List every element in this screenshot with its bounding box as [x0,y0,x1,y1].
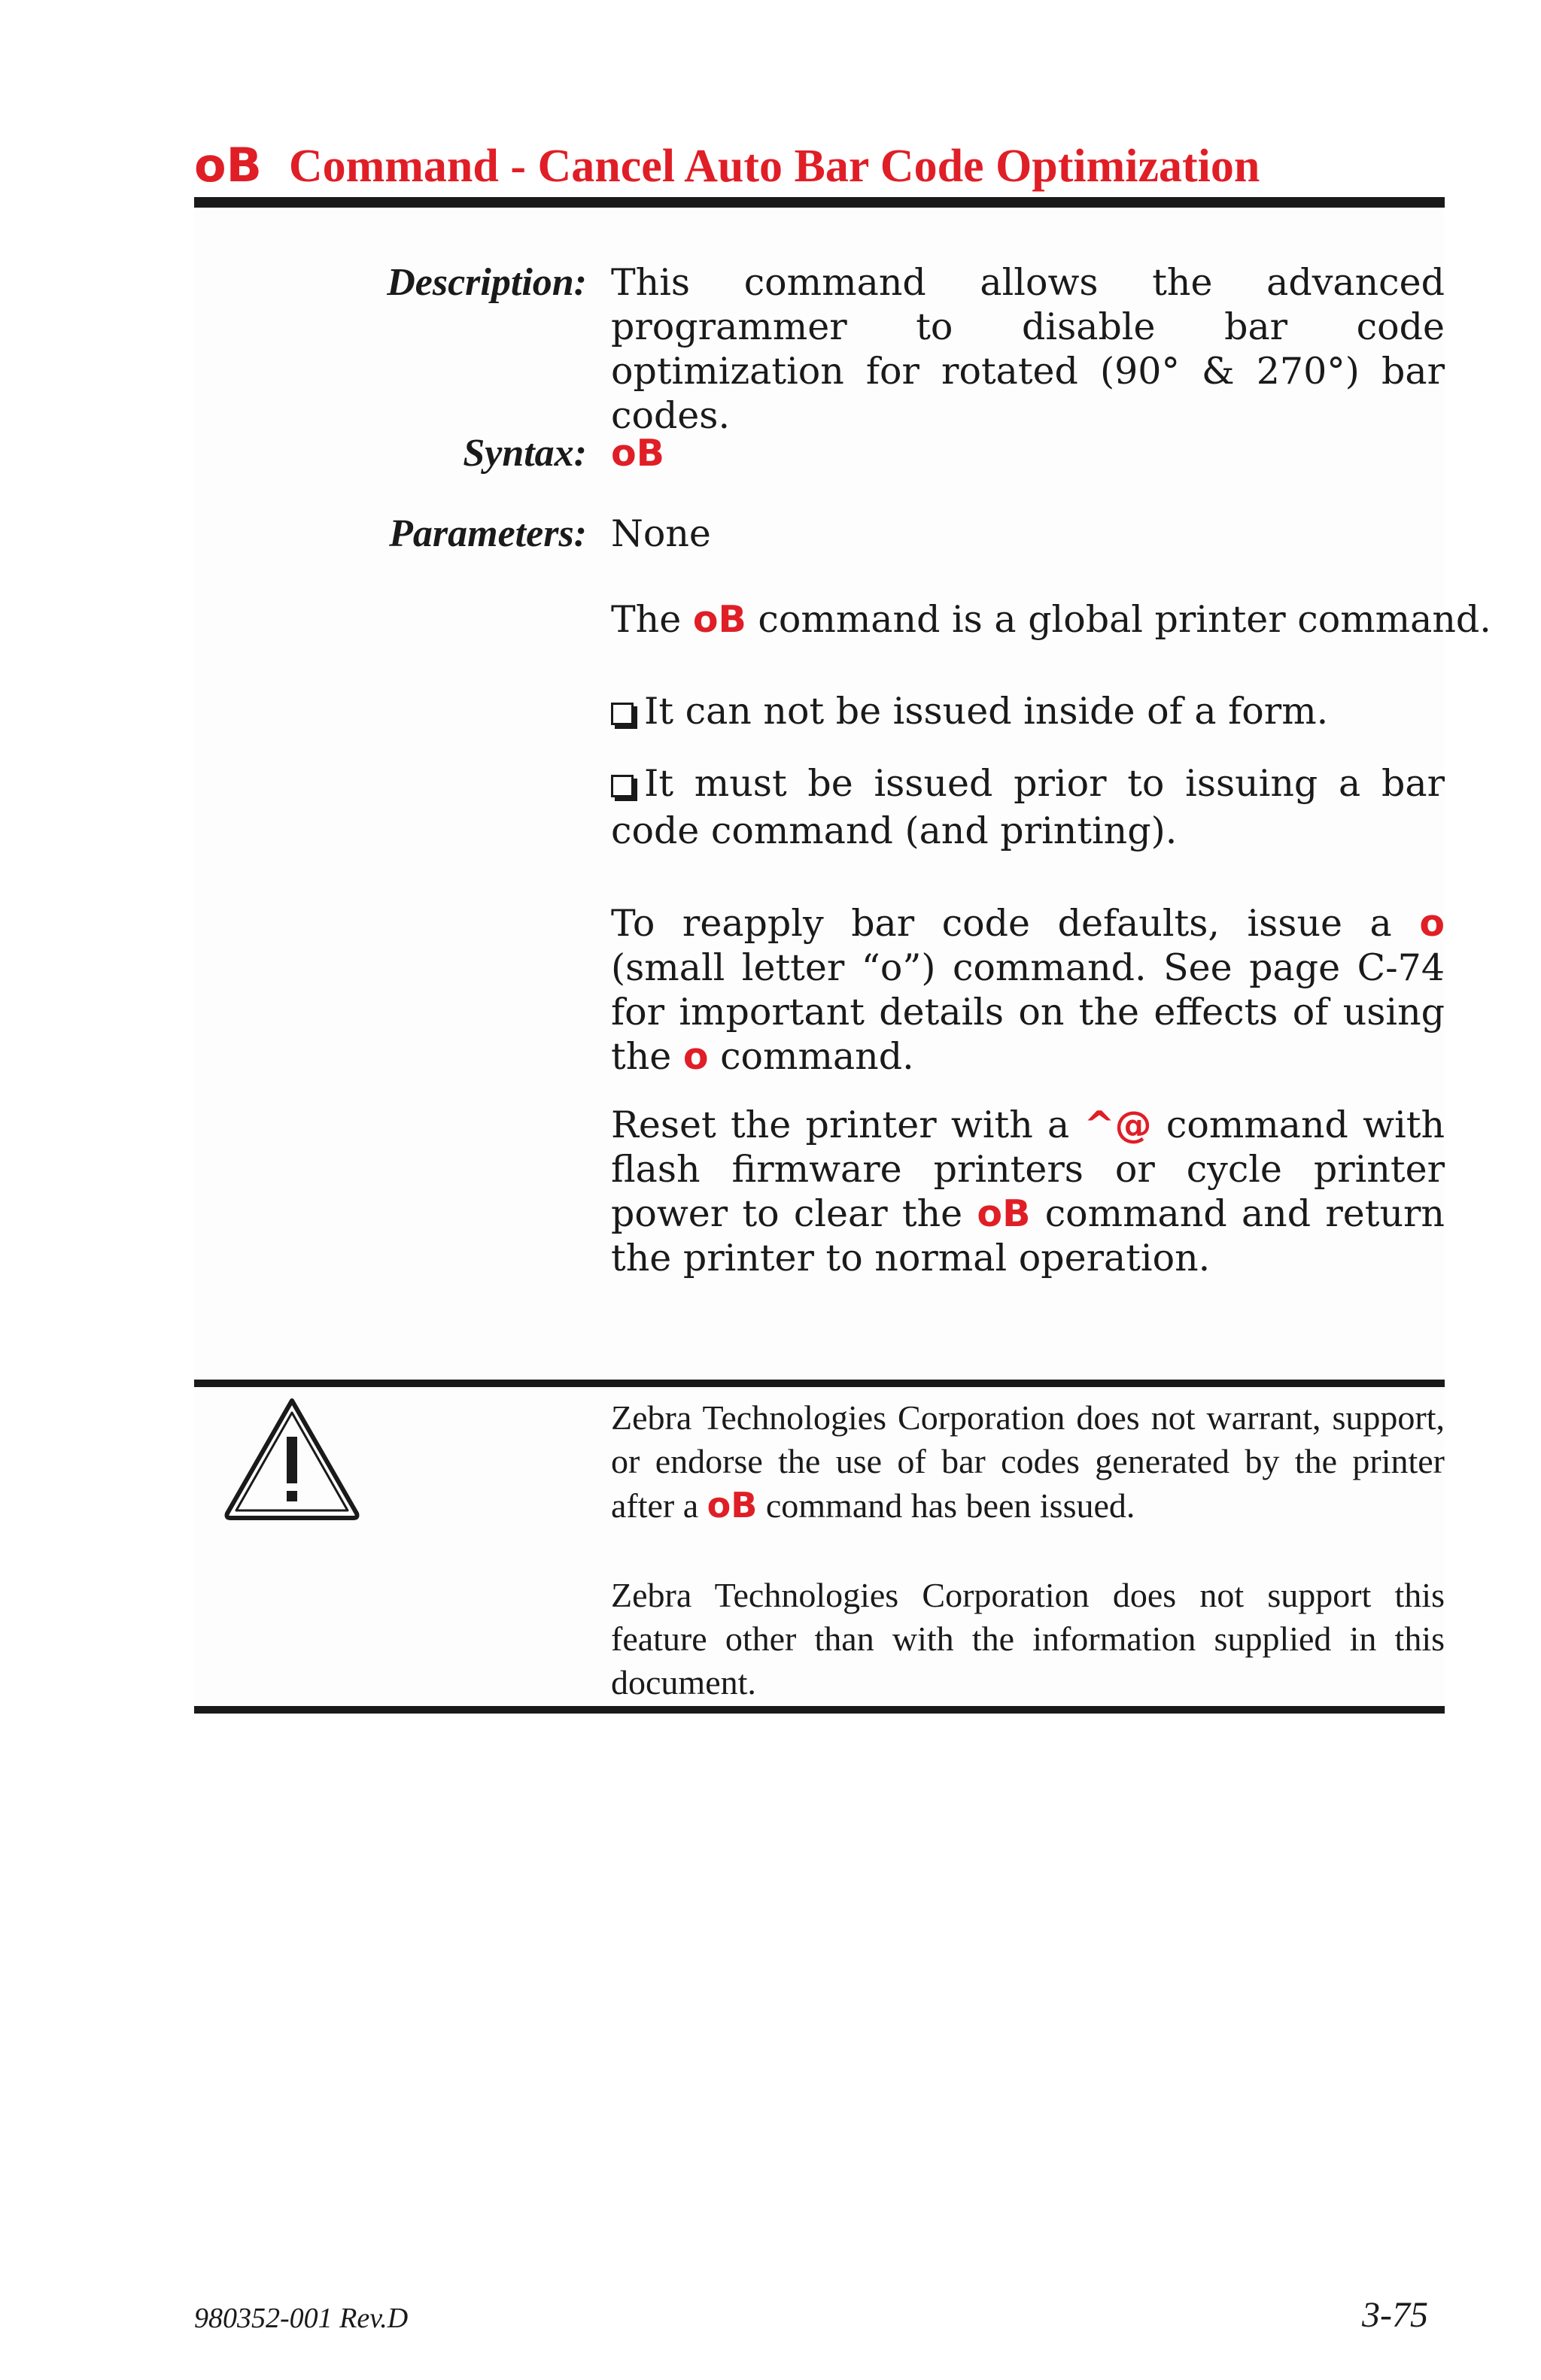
parameters-value: None [611,512,711,555]
title-text: Command - Cancel Auto Bar Code Optimization [288,141,1260,192]
warning-paragraph-2: Zebra Technologies Corporation does not support this feature other than with the information supplied in this document. [611,1576,1445,1702]
parameters-label: Parameters: [389,512,587,555]
note-command: oB [692,598,746,641]
global-command-note [611,597,1541,642]
reapply-text-3: command. [720,1035,914,1078]
checkbox-bullet-icon [611,775,634,797]
description-text: This command allows the advanced programmer to disable bar code optimization for rotated (90° & 270°) bar codes. [611,261,1445,437]
list-item [611,688,1445,735]
page-number: 3-75 [1362,2295,1428,2335]
note-pre: The [611,598,682,641]
warning-text-1: Zebra Technologies Corporation does not warrant, support, or endorse the use of bar codes generated by the printer after a [611,1398,1445,1525]
bullet-text: It can not be issued inside of a form. [644,690,1329,733]
page-title [194,135,1260,196]
syntax-value [611,431,1445,475]
document-number: 980352-001 Rev.D [194,2303,409,2334]
reapply-text-1: To reapply bar code defaults, issue a [611,902,1392,945]
reset-text-1: Reset the printer with a [611,1103,1070,1146]
checkbox-bullet-icon [611,703,634,725]
warning-triangle-icon [223,1396,361,1522]
warning-command: oB [707,1485,758,1525]
title-command: oB [194,138,262,193]
reset-command-1: ^@ [1084,1103,1152,1146]
bullet-text: It must be issued prior to issuing a bar code command (and printing). [611,762,1445,852]
list-item [611,760,1445,855]
reapply-text-2: (small letter “o”) command. See page C-74 for important details on the effects of using the [611,946,1445,1078]
reapply-command-1: o [1419,902,1445,945]
reapply-paragraph [611,901,1445,1079]
description-label: Description: [387,261,587,304]
reset-command-2: oB [977,1192,1031,1235]
reapply-command-2: o [682,1035,709,1078]
note-post: command is a global printer command. [758,598,1491,641]
reset-paragraph [611,1103,1445,1280]
syntax-command: oB [611,432,665,475]
reset-text-2: command with flash firmware printers or cycle printer power to clear the [611,1103,1445,1235]
warning-rule-bottom [194,1706,1445,1714]
syntax-label: Syntax: [463,432,587,475]
warning-rule-top [194,1380,1445,1387]
warning-paragraph-1 [611,1396,1445,1528]
title-rule [194,197,1445,208]
warning-text-2: command has been issued. [765,1486,1135,1525]
reset-text-3: command and return the printer to normal operation. [611,1192,1445,1280]
